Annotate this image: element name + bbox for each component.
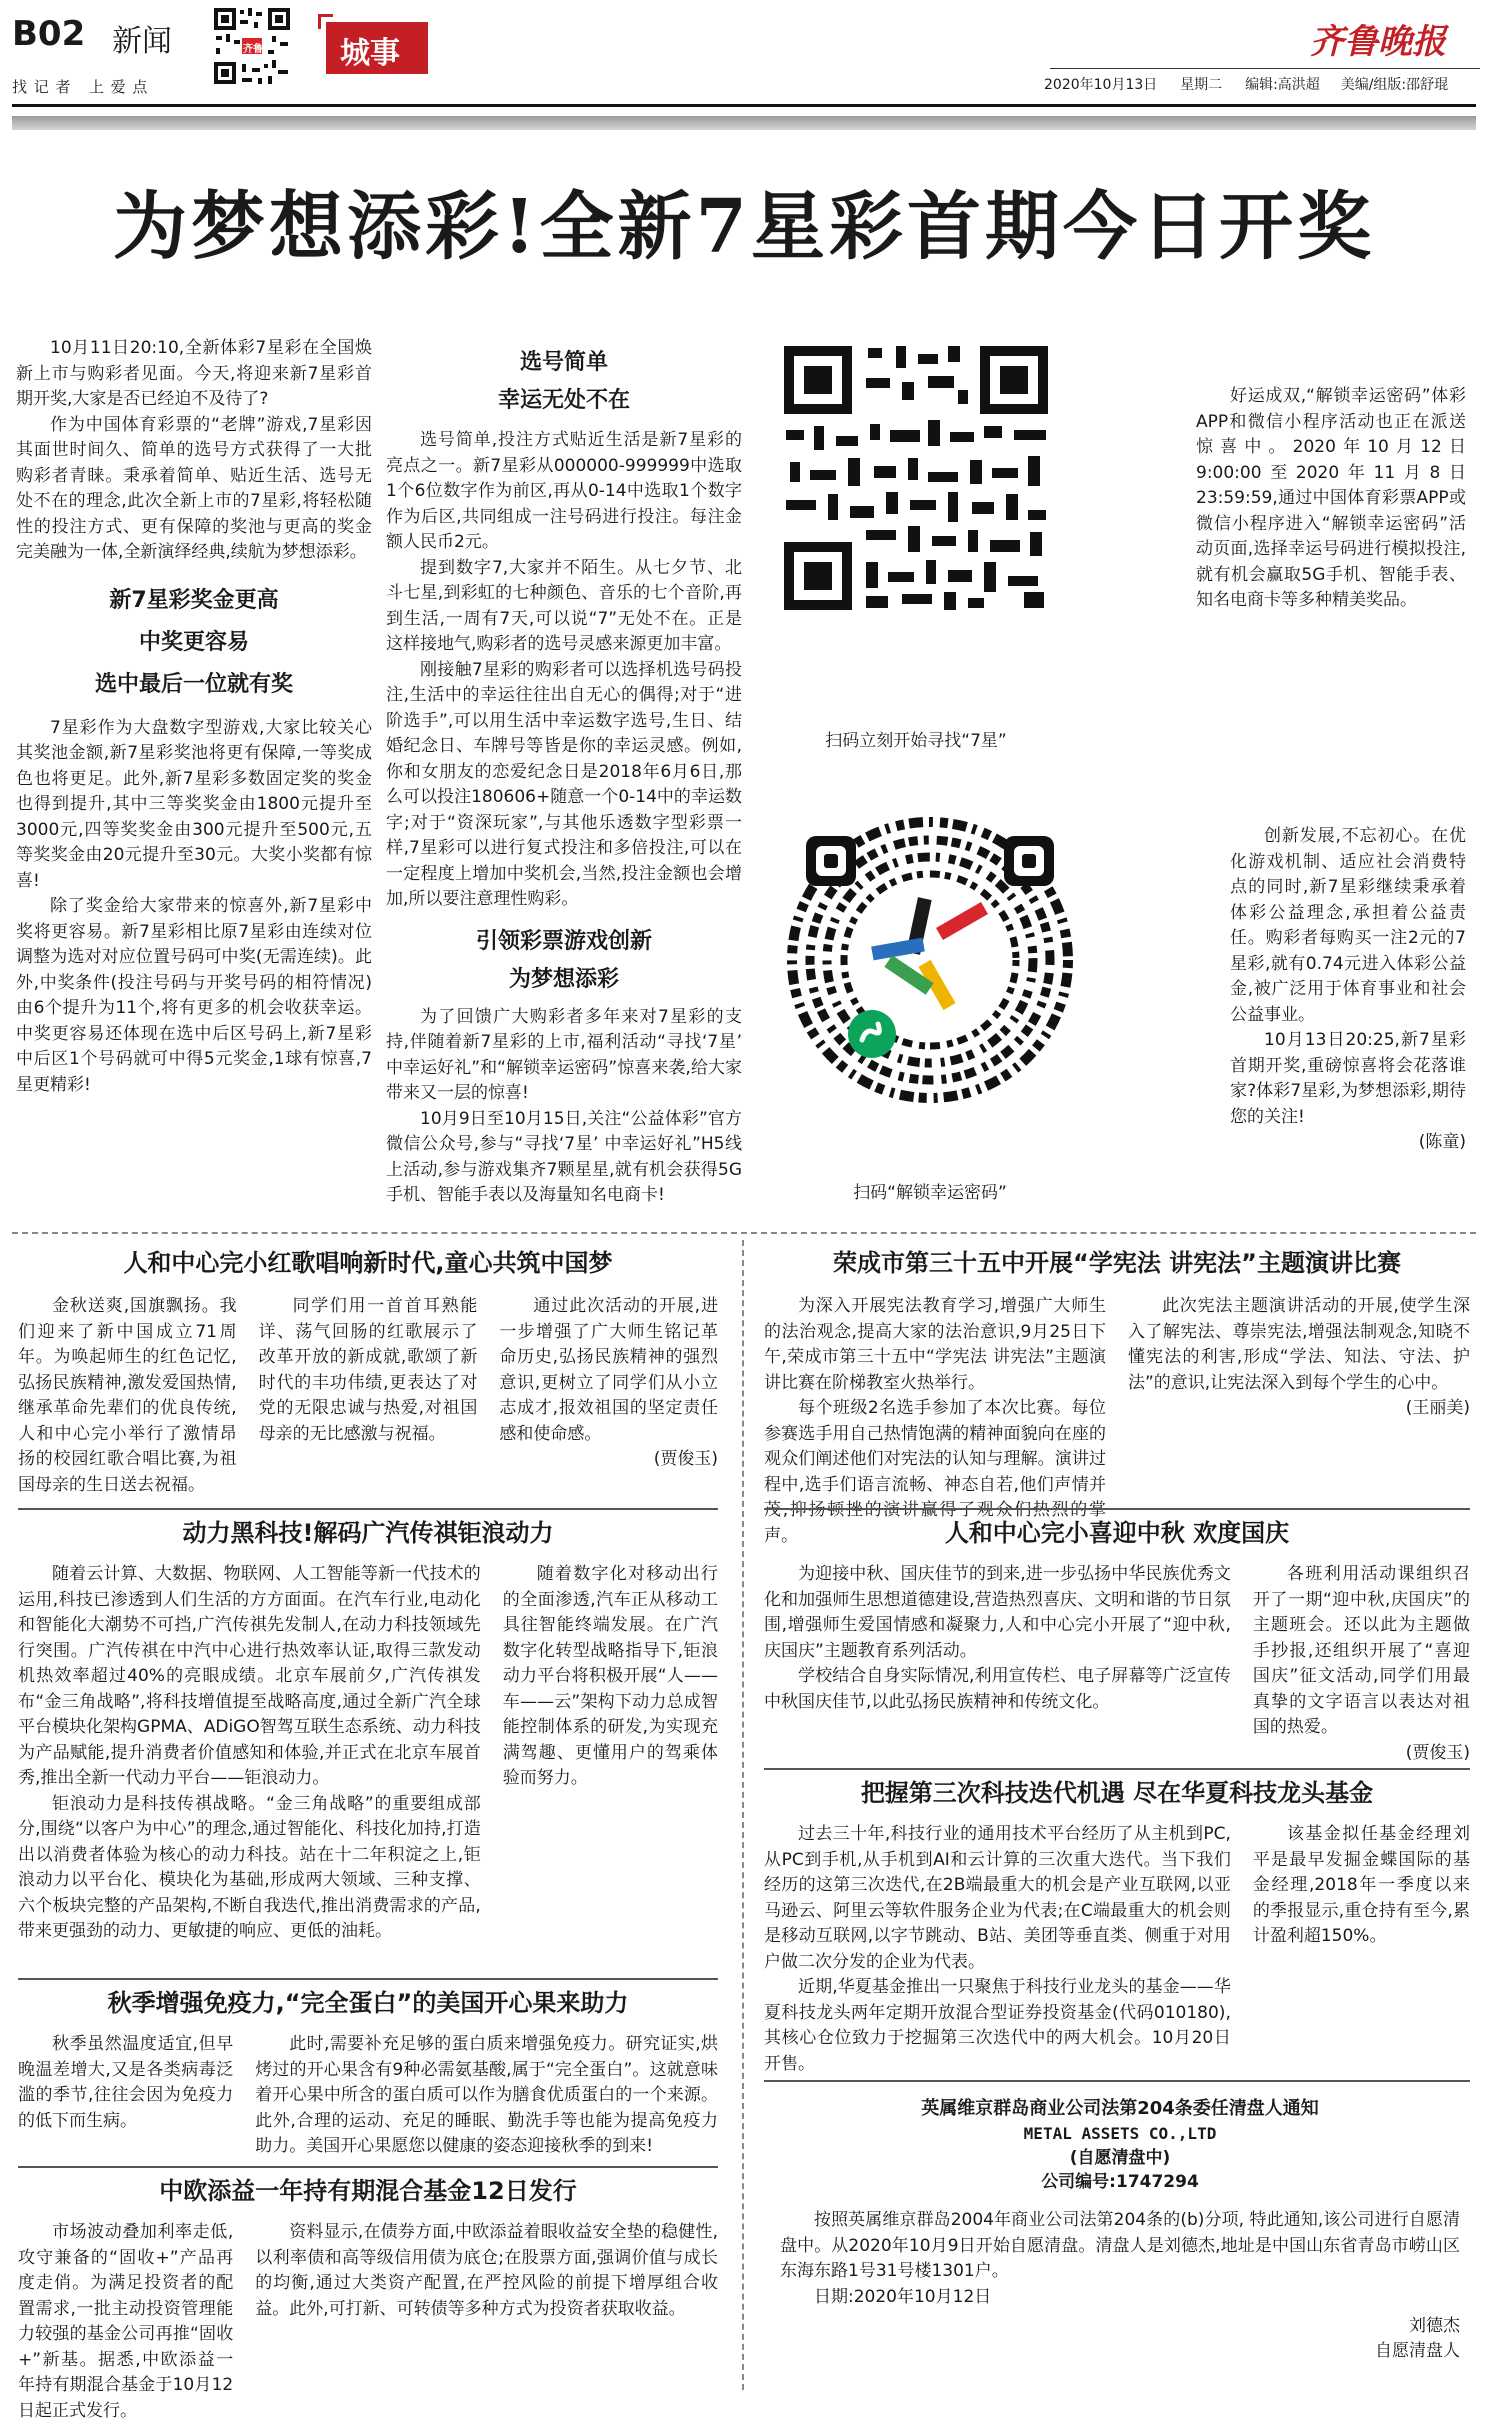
article-paragraph: 为深入开展宪法教育学习,增强广大师生的法治观念,提高大家的法治意识,9月25日下午,荣成市第三十五中“学宪法 讲宪法”主题演讲比赛在阶梯教室火热举行。: [764, 1296, 1106, 1393]
lead-intro-1: 10月11日20:10,全新体彩7星彩在全国焕新上市与购彩者见面。今天,将迎来新7星彩首期开奖,大家是否已经迫不及待了?: [16, 338, 372, 409]
article-paragraph: 学校结合自身实际情况,利用宣传栏、电子屏幕等广泛宣传中秋国庆佳节,以此弘扬民族精神和传统文化。: [764, 1666, 1231, 1712]
lead-subhead-prize: [16, 584, 372, 702]
lead-bottom-rule: [12, 1232, 1476, 1234]
divider: [764, 2080, 1470, 2082]
lead-column-2: [386, 346, 742, 1209]
lead-select-1: 选号简单,投注方式贴近生活是新7星彩的亮点之一。新7星彩从000000-999999中选取1个6位数字作为前区,再从0-14中选取1个数字作为后区,共同组成一注号码进行投注。每注金额人民币2元。: [386, 430, 742, 552]
subhead-line: 新7星彩奖金更高: [109, 587, 279, 613]
qr2-caption: 扫码“解锁幸运密码”: [853, 1183, 1007, 1203]
lead-subhead-innovation: [386, 925, 742, 997]
lead-innov-1: 为了回馈广大购彩者多年来对7星彩的支持,伴随着新7星彩的上市,福利活动“寻找‘7星’ 中幸运好礼”和“解锁幸运密码”惊喜来袭,给大家带来又一层的惊喜!: [386, 1006, 742, 1103]
subhead-line: 为梦想添彩: [508, 966, 619, 992]
meta-editor: 编辑:高洪超: [1245, 77, 1320, 93]
article-title: 人和中心完小红歌唱响新时代,童心共筑中国梦: [123, 1249, 613, 1277]
column-tag-bracket: [318, 14, 333, 29]
header-slogan: 找 记 者 上 爱 点: [12, 78, 149, 96]
lead-select-3: 刚接触7星彩的购彩者可以选择机选号码投注,生活中的幸运往往出自无心的偶得;对于“进阶选手”,可以用生活中幸运数字选号,生日、结婚纪念日、车牌号等皆是你的幸运灵感。例如,你和女朋友的恋爱纪念日是2018年6月6日,那么可以投注180606+随意一个0-14中的幸运数字;对于“资深玩家”,与其他乐透数字型彩票一样,7星彩可以进行复式投注和多倍投注,可以在一定程度上增加中奖机会,当然,投注金额也会增加,所以要注意理性购彩。: [386, 659, 742, 909]
lead-column-4-top: [1196, 384, 1466, 614]
header-qr-code[interactable]: [212, 6, 292, 86]
divider: [764, 1508, 1470, 1510]
lead-innov-2: 10月9日至10月15日,关注“公益体彩”官方微信公众号,参与“寻找‘7星’ 中幸运好礼”H5线上活动,参与游戏集齐7颗星星,就有机会获得5G手机、智能手表以及海量知名电商卡!: [386, 1108, 742, 1205]
subhead-line: 选号简单: [519, 350, 608, 375]
article-pistachio: [18, 1986, 718, 2160]
article-paragraph: 随着云计算、大数据、物联网、人工智能等新一代技术的运用,科技已渗透到人们生活的方方面面。在汽车行业,电动化和智能化大潮势不可挡,广汽传祺先发制人,在动力科技领域先行突围。广汽传祺在中汽中心进行热效率认证,取得三款发动机热效率超过40%的亮眼成绩。北京车展前夕,广汽传祺发布“金三角战略”,将科技增值提至战略高度,通过全新广汽全球平台模块化架构GPMA、ADiGO智驾互联生态系统、动力科技为产品赋能,提升消费者价值感知和体验,并正式在北京车展首秀,推出全新一代动力平台——钜浪动力。: [18, 1564, 481, 1788]
lead-prize-2: 除了奖金给大家带来的惊喜外,新7星彩中奖将更容易。新7星彩相比原7星彩由连续对位调整为选对对应位置号码可中奖(无需连续)。此外,中奖条件(投注号码与开奖号码的相符情况)由6个提升为11个,将有更多的机会收获幸运。中奖更容易还体现在选中后区号码上,新7星彩中后区1个号码就可中得5元奖金,1球有惊喜,7星更精彩!: [16, 896, 372, 1095]
header-qr-badge: 齐鲁: [243, 44, 263, 55]
article-paragraph: 同学们用一首首耳熟能详、荡气回肠的红歌展示了改革开放的新成就,歌颂了新时代的丰功伟绩,更表达了对党的无限忠诚与热爱,对祖国母亲的无比感激与祝福。: [258, 1296, 478, 1444]
lead-right-1: 好运成双,“解锁幸运密码”体彩APP和微信小程序活动也正在派送惊喜中。2020年10月12日9:00:00至2020年11月8日23:59:59,通过中国体育彩票APP或微信小程序进入“解锁幸运密码”活动页面,选择幸运号码进行模拟投注,就有机会赢取5G手机、智能手表、知名电商卡等多种精美奖品。: [1196, 386, 1466, 610]
subhead-line: 引领彩票游戏创新: [475, 928, 652, 954]
mini-program-code-lucky-password[interactable]: [780, 810, 1080, 1110]
divider: [18, 1508, 718, 1510]
subhead-line: 幸运无处不在: [497, 388, 630, 413]
lead-column-1: [16, 336, 372, 1098]
article-paragraph: 过去三十年,科技行业的通用技术平台经历了从主机到PC,从PC到手机,从手机到AI和云计算的三次重大迭代。当下我们经历的这第三次迭代,在2B端最重大的机会是产业互联网,以亚马逊云、阿里云等软件服务企业为代表;在C端最重大的机会则是移动互联网,以字节跳动、B站、美团等垂直类、侧重于对用户做二次分发的企业为代表。: [764, 1824, 1231, 1972]
article-title: 人和中心完小喜迎中秋 欢度国庆: [944, 1519, 1290, 1547]
article-byline: (王丽美): [1405, 1398, 1470, 1418]
notice-signer-role: 自愿清盘人: [1375, 2341, 1460, 2361]
section-name: 新闻: [112, 24, 172, 59]
divider: [18, 2166, 718, 2168]
subhead-line: 中奖更容易: [138, 629, 249, 655]
qr-code-find-7-stars[interactable]: [778, 340, 1054, 616]
article-paragraph: 钜浪动力是科技传祺战略。“金三角战略”的重要组成部分,围绕“以客户为中心”的理念,通过智能化、科技化加持,打造出以消费者体验为核心的动力科技。站在十二年积淀之上,钜浪动力以平台化、模块化为基础,形成两大领域、三种支撑、六个板块完整的产品架构,不断自我迭代,推出消费需求的产品,带来更强劲的动力、更敏捷的响应、更低的油耗。: [18, 1793, 481, 1941]
article-title: 中欧添益一年持有期混合基金12日发行: [159, 2177, 577, 2205]
lead-right-2: 创新发展,不忘初心。在优化游戏机制、适应社会消费特点的同时,新7星彩继续秉承着体彩公益理念,承担着公益责任。购彩者每购买一注2元的7星彩,就有0.74元进入体彩公益金,被广泛用于体育事业和社会公益事业。: [1230, 826, 1466, 1025]
lead-subhead-select: [386, 346, 742, 418]
article-mid-autumn: [764, 1516, 1470, 1766]
header-rule: [1050, 68, 1480, 69]
notice-body: 按照英属维京群岛2004年商业公司法第204条的(b)分项, 特此通知,该公司进行自愿清盘中。从2020年10月9日开始自愿清盘。清盘人是刘德杰,地址是中国山东省青岛市崂山区东海东路1号31号楼1301户。: [780, 2210, 1460, 2281]
article-title: 荣成市第三十五中开展“学宪法 讲宪法”主题演讲比赛: [833, 1249, 1401, 1277]
liquidation-notice: [780, 2096, 1460, 2364]
lead-select-2: 提到数字7,大家并不陌生。从七夕节、北斗七星,到彩虹的七种颜色、音乐的七个音阶,再到生活,一周有7天,可以说“7”无处不在。正是这样接地气,购彩者的选号灵感来源更加丰富。: [386, 557, 742, 654]
header-meta: [1044, 74, 1448, 94]
meta-weekday: 星期二: [1180, 77, 1223, 93]
article-byline: (贾俊玉): [1405, 1742, 1470, 1763]
newspaper-brand-logo: 齐鲁晚报: [1310, 22, 1446, 62]
column-tag: [326, 22, 428, 74]
article-title: 动力黑科技!解码广汽传祺钜浪动力: [182, 1519, 554, 1547]
notice-company-code: 公司编号:1747294: [1041, 2172, 1199, 2192]
column-tag-label: 城事: [340, 36, 400, 71]
article-paragraph: 通过此次活动的开展,进一步增强了广大师生铭记革命历史,弘扬民族精神的强烈意识,更树立了同学们从小立志成才,报效祖国的坚定责任感和使命感。: [499, 1296, 719, 1444]
article-paragraph: 为迎接中秋、国庆佳节的到来,进一步弘扬中华民族优秀文化和加强师生思想道德建设,营造热烈喜庆、文明和谐的节日氛围,增强师生爱国情感和凝聚力,人和中心完小开展了“迎中秋,庆国庆”主题教育系列活动。: [764, 1564, 1231, 1661]
notice-company-en: METAL ASSETS CO.,LTD: [1023, 2124, 1217, 2143]
meta-date: 2020年10月13日: [1044, 77, 1158, 93]
article-byline: (贾俊玉): [653, 1449, 719, 1469]
page-code: B02: [12, 14, 86, 54]
article-paragraph: 金秋送爽,国旗飘扬。我们迎来了新中国成立71周年。为唤起师生的红色记忆,弘扬民族精神,激发爱国热情,继承革命先辈们的优良传统,人和中心完小举行了激情昂扬的校园红歌合唱比赛,为祖国母亲的生日送去祝福。: [18, 1296, 237, 1495]
header-shade-bar: [12, 116, 1476, 130]
header-divider: [12, 104, 1476, 107]
lead-column-4-bottom: [1230, 824, 1466, 1155]
article-constitution-speech: [764, 1246, 1470, 1549]
article-gac-power: [18, 1516, 718, 1945]
notice-title: 英属维京群岛商业公司法第204条委任清盘人通知: [921, 2098, 1319, 2119]
divider: [18, 1978, 718, 1980]
lead-headline: 为梦想添彩!全新7星彩首期今日开奖: [113, 184, 1375, 270]
article-paragraph: 每个班级2名选手参加了本次比赛。每位参赛选手用自己热情饱满的精神面貌向在座的观众们阐述他们对宪法的认知与理解。演讲过程中,选手们语言流畅、神态自若,他们声情并茂,抑扬顿挫的演讲赢得了观众们热烈的掌声。: [764, 1398, 1106, 1546]
article-red-songs: [18, 1246, 718, 1498]
lead-prize-1: 7星彩作为大盘数字型游戏,大家比较关心其奖池金额,新7星彩奖池将更有保障,一等奖成色也将更足。此外,新7星彩多数固定奖的奖金也得到提升,其中三等奖奖金由1800元提升至3000元,四等奖奖金由300元提升至500元,五等奖奖金由20元提升至30元。大奖小奖都有惊喜!: [16, 717, 372, 891]
article-paragraph: 此次宪法主题演讲活动的开展,使学生深入了解宪法、尊崇宪法,增强法制观念,知晓不懂宪法的利害,形成“学法、知法、守法、护法”的意识,让宪法深入到每个学生的心中。: [1128, 1296, 1470, 1393]
article-title: 秋季增强免疫力,“完全蛋白”的美国开心果来助力: [107, 1989, 629, 2017]
qr1-caption: 扫码立刻开始寻找“7星”: [825, 731, 1007, 751]
meta-design: 美编/组版:邵舒琨: [1340, 77, 1449, 93]
notice-company-cn: (自愿清盘中): [1069, 2148, 1171, 2168]
lead-byline: (陈童): [1418, 1132, 1466, 1152]
article-paragraph: 随着数字化对移动出行的全面渗透,汽车正从移动工具往智能终端发展。在广汽数字化转型战略指导下,钜浪动力平台将积极开展“人——车——云”架构下动力总成智能控制体系的研发,为实现充满驾趣、更懂用户的驾乘体验而努力。: [502, 1564, 718, 1788]
article-huaxia-fund: [764, 1776, 1470, 2077]
article-paragraph: 该基金拟任基金经理刘平是最早发掘金蝶国际的基金经理,2018年一季度以来的季报显示,重仓持有至今,累计盈利超150%。: [1252, 1824, 1470, 1946]
article-paragraph: 资料显示,在债券方面,中欧添益着眼收益安全垫的稳健性,以利率债和高等级信用债为底仓;在股票方面,强调价值与成长的均衡,通过大类资产配置,在严控风险的前提下增厚组合收益。此外,可打新、可转债等多种方式为投资者获取收益。: [255, 2222, 718, 2319]
column-divider: [742, 1240, 744, 2390]
article-paragraph: 近期,华夏基金推出一只聚焦于科技行业龙头的基金——华夏科技龙头两年定期开放混合型证券投资基金(代码010180),其核心仓位致力于挖掘第三次迭代中的两大机会。10月20日开售。: [764, 1977, 1231, 2074]
lead-intro-2: 作为中国体育彩票的“老牌”游戏,7星彩因其面世时间久、简单的选号方式获得了一大批购彩者青睐。秉承着简单、贴近生活、选号无处不在的理念,此次全新上市的7星彩,将轻松随性的投注方式、更有保障的奖池与更高的奖金完美融为一体,全新演绎经典,续航为梦想添彩。: [16, 414, 372, 562]
article-cef-fund: [18, 2174, 718, 2424]
article-paragraph: 各班利用活动课组织召开了一期“迎中秋,庆国庆”的主题班会。还以此为主题做手抄报,还组织开展了“喜迎国庆”征文活动,同学们用最真挚的文字语言以表达对祖国的热爱。: [1252, 1564, 1470, 1737]
notice-signer: 刘德杰: [1409, 2316, 1460, 2336]
article-paragraph: 市场波动叠加利率走低,攻守兼备的“固收+”产品再度走俏。为满足投资者的配置需求,一批主动投资管理能力较强的基金公司再推“固收+”新基。据悉,中欧添益一年持有期混合基金于10月12日起正式发行。: [18, 2222, 234, 2421]
article-paragraph: 秋季虽然温度适宜,但早晚温差增大,又是各类病毒泛滥的季节,往往会因为免疫力的低下而生病。: [18, 2034, 234, 2131]
article-paragraph: 此时,需要补充足够的蛋白质来增强免疫力。研究证实,烘烤过的开心果含有9种必需氨基酸,属于“完全蛋白”。这就意味着开心果中所含的蛋白质可以作为膳食优质蛋白的一个来源。此外,合理的运动、充足的睡眠、勤洗手等也能为提高免疫力助力。美国开心果愿您以健康的姿态迎接秋季的到来!: [255, 2034, 718, 2156]
subhead-line: 选中最后一位就有奖: [94, 671, 293, 697]
divider: [764, 1768, 1470, 1770]
lead-right-3: 10月13日20:25,新7星彩首期开奖,重磅惊喜将会花落谁家?体彩7星彩,为梦想添彩,期待您的关注!: [1230, 1030, 1466, 1127]
article-title: 把握第三次科技迭代机遇 尽在华夏科技龙头基金: [860, 1779, 1374, 1807]
notice-date: 日期:2020年10月12日: [814, 2286, 992, 2307]
